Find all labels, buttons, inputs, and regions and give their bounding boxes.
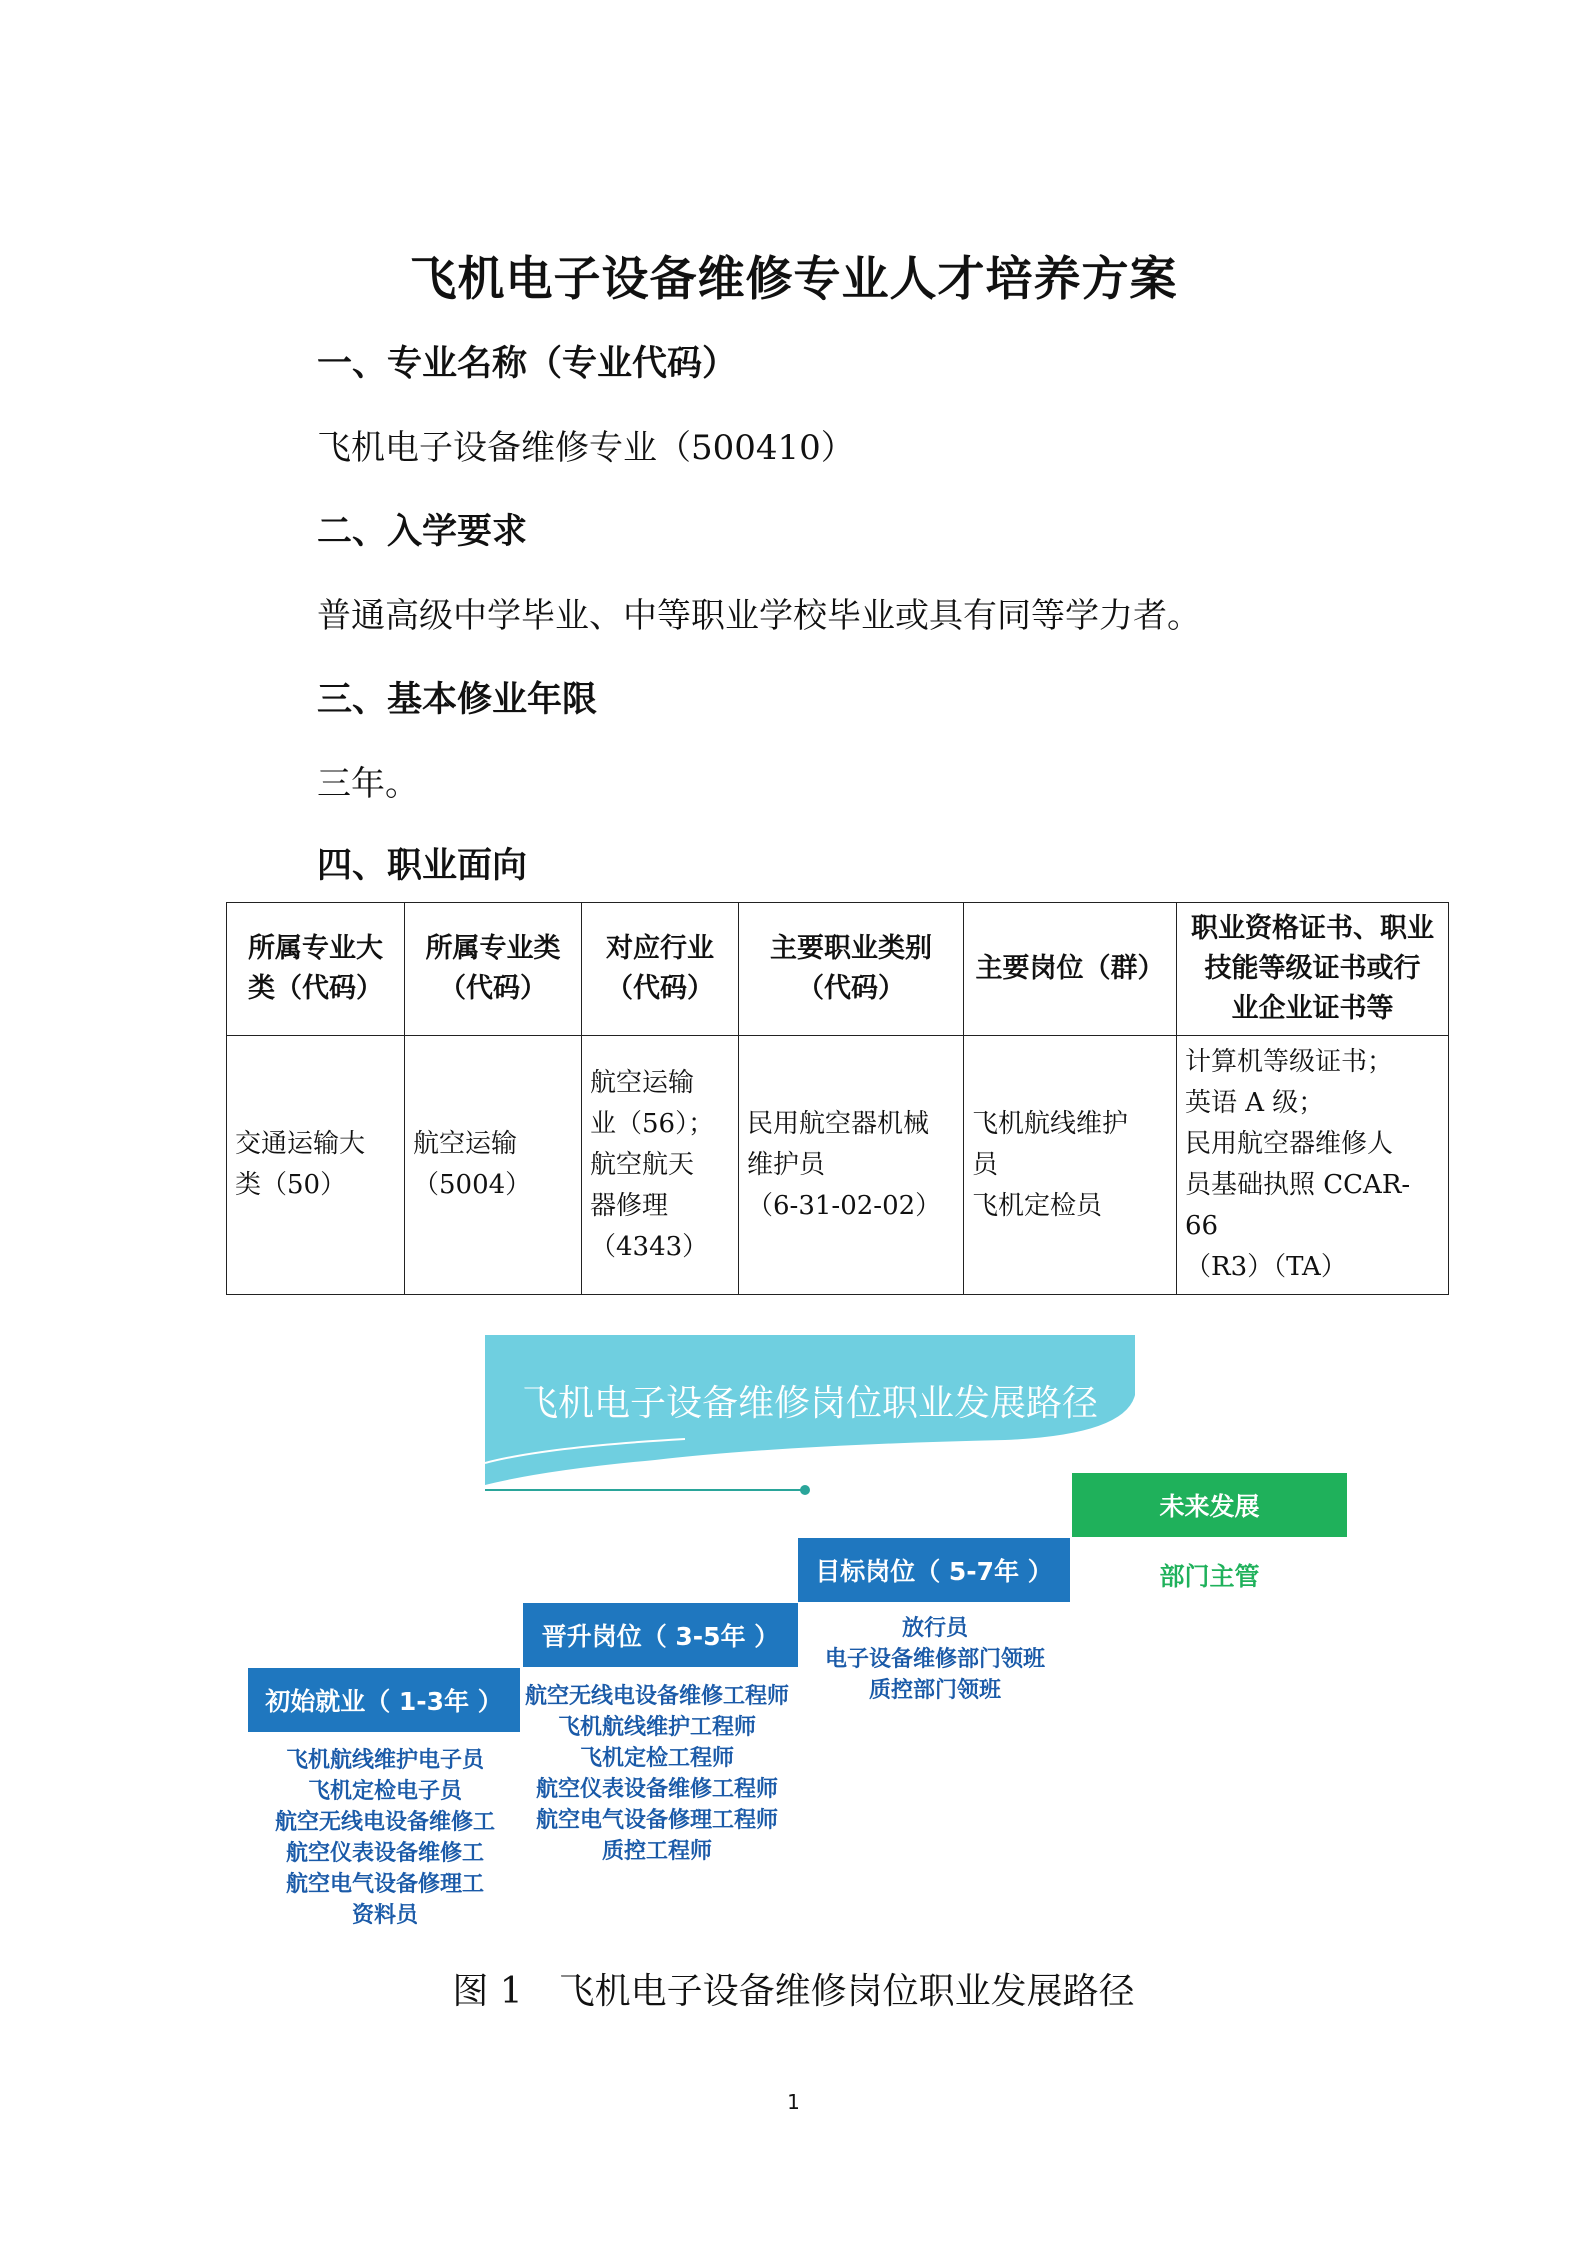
figure-caption: 图 1 飞机电子设备维修岗位职业发展路径: [452, 1971, 1135, 2012]
step-label-future: 未来发展: [1072, 1473, 1347, 1537]
step-label-initial: 初始就业（ 1-3年 ）: [248, 1668, 520, 1732]
table-cell: 航空运输 业（56）； 航空航天 器修理 （4343）: [582, 1036, 739, 1295]
table-row: [227, 1036, 1449, 1295]
header-cell: 对应行业 （代码）: [582, 903, 739, 1036]
table-cell: 计算机等级证书； 英语 A 级； 民用航空器维修人 员基础执照 CCAR-66 （R3）（TA）: [1177, 1036, 1449, 1295]
table-cell: 航空运输 （5004）: [405, 1036, 582, 1295]
table-cell: 交通运输大 类（50）: [227, 1036, 405, 1295]
list-item: 部门主管: [1159, 1562, 1260, 1591]
list-item: 航空电气设备修理工: [285, 1872, 484, 1897]
career-path-figure: [240, 1335, 1355, 1935]
header-cell: 主要岗位（群）: [964, 903, 1177, 1036]
header-cell: 所属专业大 类（代码）: [227, 903, 405, 1036]
list-item: 航空仪表设备维修工: [285, 1841, 484, 1866]
career-table: [226, 902, 1449, 1295]
list-item: 飞机定检工程师: [579, 1746, 734, 1771]
header-cell: 所属专业类 （代码）: [405, 903, 582, 1036]
list-item: 资料员: [351, 1903, 418, 1928]
list-item: 飞机航线维护电子员: [285, 1748, 484, 1773]
section-heading-career: 四、职业面向: [317, 846, 528, 886]
table-cell: 民用航空器机械 维护员 （6-31-02-02）: [739, 1036, 964, 1295]
step-list-initial: [240, 1745, 530, 1931]
section-heading-admission: 二、入学要求: [317, 512, 528, 552]
list-item: 航空无线电设备维修工程师: [524, 1684, 789, 1709]
list-item: 质控部门领班: [868, 1678, 1001, 1703]
banner-underline: [485, 1480, 815, 1500]
section-text-duration: 三年。: [317, 764, 419, 804]
section-text-name: 飞机电子设备维修专业（500410）: [317, 428, 855, 468]
list-item: 质控工程师: [601, 1839, 712, 1864]
figure-banner: [485, 1335, 1135, 1485]
step-list-promotion: [512, 1681, 802, 1867]
document-title: 飞机电子设备维修专业人才培养方案: [409, 252, 1178, 307]
list-item: 航空电气设备修理工程师: [535, 1808, 778, 1833]
header-cell: 职业资格证书、职业 技能等级证书或行 业企业证书等: [1177, 903, 1449, 1036]
list-item: 航空仪表设备维修工程师: [535, 1777, 778, 1802]
step-label-promotion: 晋升岗位（ 3-5年 ）: [523, 1603, 798, 1667]
header-cell: 主要职业类别 （代码）: [739, 903, 964, 1036]
section-heading-duration: 三、基本修业年限: [317, 680, 598, 720]
banner-title: 飞机电子设备维修岗位职业发展路径: [521, 1383, 1098, 1424]
step-list-target: [800, 1613, 1070, 1706]
table-header-row: [227, 903, 1449, 1036]
list-item: 电子设备维修部门领班: [824, 1647, 1045, 1672]
step-label-target: 目标岗位（ 5-7年 ）: [798, 1538, 1070, 1602]
list-item: 飞机航线维护工程师: [557, 1715, 756, 1740]
section-text-admission: 普通高级中学毕业、中等职业学校毕业或具有同等学力者。: [317, 596, 1201, 636]
list-item: 航空无线电设备维修工: [274, 1810, 495, 1835]
step-list-future: [1072, 1561, 1347, 1592]
page-number: 1: [787, 2090, 800, 2114]
table-cell: 飞机航线维护 员 飞机定检员: [964, 1036, 1177, 1295]
list-item: 放行员: [901, 1616, 968, 1641]
list-item: 飞机定检电子员: [307, 1779, 462, 1804]
section-heading-name: 一、专业名称（专业代码）: [317, 344, 738, 384]
